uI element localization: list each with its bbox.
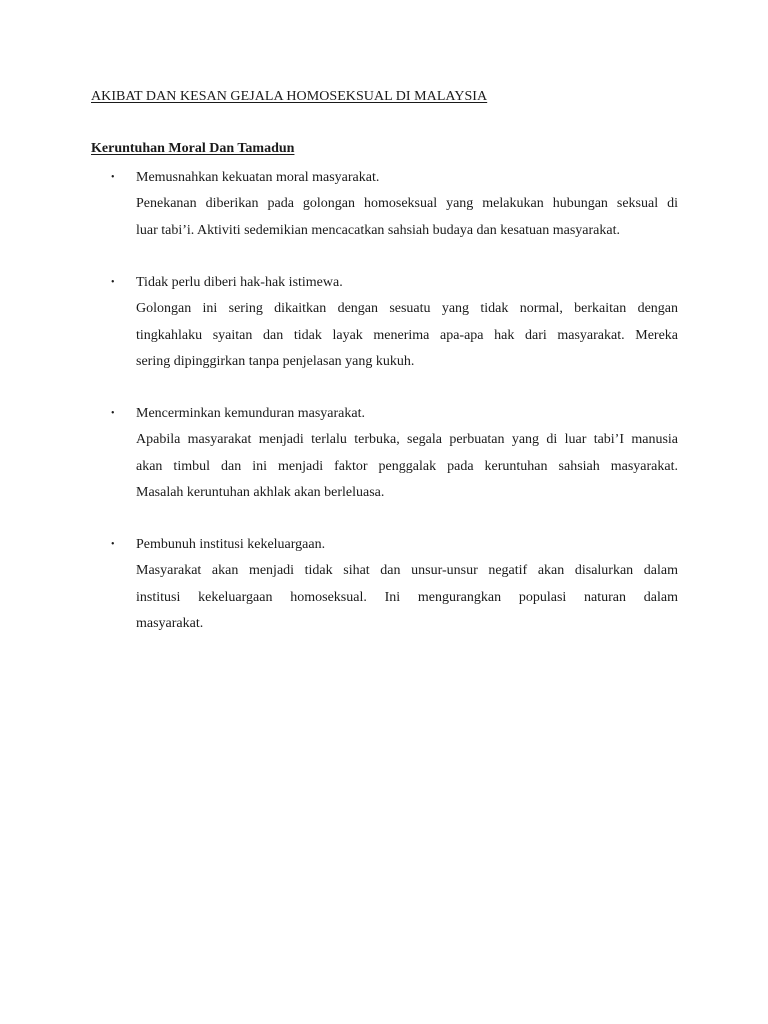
item-body xyxy=(136,296,678,376)
body-line: Apabila masyarakat menjadi terlalu terbuka, segala perbuatan yang di luar tabi’I manusia xyxy=(136,432,678,447)
body-line: luar tabi’i. Aktiviti sedemikian mencacatkan sahsiah budaya dan kesatuan masyarakat. xyxy=(136,222,620,238)
body-line: masyarakat. xyxy=(136,616,204,631)
item-body xyxy=(136,191,678,244)
bullet-icon: • xyxy=(111,172,115,183)
bullet-icon: • xyxy=(111,539,115,550)
body-line: Penekanan diberikan pada golongan homoseksual yang melakukan hubungan seksual di xyxy=(136,196,678,211)
body-line: Golongan ini sering dikaitkan dengan sesuatu yang tidak normal, berkaitan dengan xyxy=(136,301,678,316)
item-lead: Mencerminkan kemunduran masyarakat. xyxy=(136,406,365,421)
body-line: institusi kekeluargaan homoseksual. Ini mengurangkan populasi naturan dalam xyxy=(136,589,678,605)
body-line: Masalah keruntuhan akhlak akan berleluasa. xyxy=(136,485,385,500)
bullet-icon: • xyxy=(111,277,115,288)
body-line: tingkahlaku syaitan dan tidak layak menerima apa-apa hak dari masyarakat. Mereka xyxy=(136,327,678,343)
body-line: sering dipinggirkan tanpa penjelasan yang kukuh. xyxy=(136,354,415,369)
item-body xyxy=(136,558,678,638)
section-heading: Keruntuhan Moral Dan Tamadun xyxy=(91,141,295,156)
item-body xyxy=(136,427,678,507)
item-lead: Pembunuh institusi kekeluargaan. xyxy=(136,537,326,552)
bullet-icon: • xyxy=(111,408,115,419)
document-title: AKIBAT DAN KESAN GEJALA HOMOSEKSUAL DI MALAYSIA xyxy=(91,89,488,104)
body-line: akan timbul dan ini menjadi faktor penggalak pada keruntuhan sahsiah masyarakat. xyxy=(136,458,678,474)
item-lead: Memusnahkan kekuatan moral masyarakat. xyxy=(136,170,380,185)
item-lead: Tidak perlu diberi hak-hak istimewa. xyxy=(136,275,343,290)
body-line: Masyarakat akan menjadi tidak sihat dan unsur-unsur negatif akan disalurkan dalam xyxy=(136,563,678,578)
